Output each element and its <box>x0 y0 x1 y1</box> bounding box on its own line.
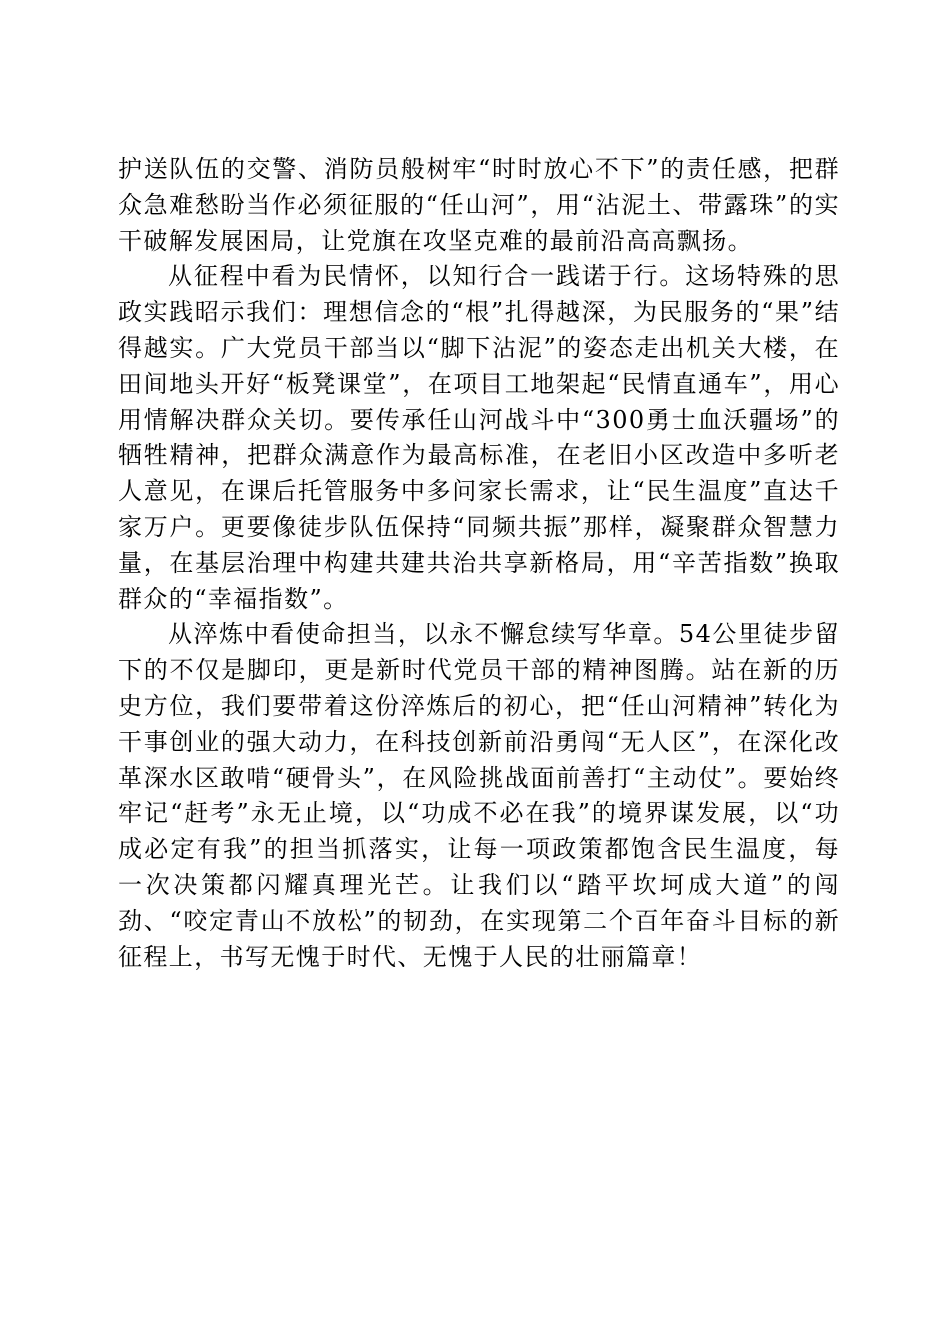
document-body <box>118 152 840 975</box>
paragraph-continuation: 护送队伍的交警、消防员般树牢“时时放心不下”的责任感，把群众急难愁盼当作必须征服的“任山河”，用“沾泥土、带露珠”的实干破解发展困局，让党旗在攻坚克难的最前沿高高飘扬。 <box>118 155 840 255</box>
paragraph-mission: 从淬炼中看使命担当，以永不懈怠续写华章。54公里徒步留下的不仅是脚印，更是新时代党员干部的精神图腾。站在新的历史方位，我们要带着这份淬炼后的初心，把“任山河精神”转化为干事创业的强大动力，在科技创新前沿勇闯“无人区”，在深化改革深水区敢啃“硬骨头”，在风险挑战面前善打“主动仗”。要始终牢记“赶考”永无止境，以“功成不必在我”的境界谋发展，以“功成必定有我”的担当抓落实，让每一项政策都饱含民生温度，每一次决策都闪耀真理光芒。让我们以“踏平坎坷成大道”的闯劲、“咬定青山不放松”的韧劲，在实现第二个百年奋斗目标的新征程上，书写无愧于时代、无愧于人民的壮丽篇章！ <box>118 620 840 971</box>
paragraph-people-feelings: 从征程中看为民情怀，以知行合一践诺于行。这场特殊的思政实践昭示我们：理想信念的“根”扎得越深，为民服务的“果”结得越实。广大党员干部当以“脚下沾泥”的姿态走出机关大楼，在田间地头开好“板凳课堂”，在项目工地架起“民情直通车”，用心用情解决群众关切。要传承任山河战斗中“300勇士血沃疆场”的牺牲精神，把群众满意作为最高标准，在老旧小区改造中多听老人意见，在课后托管服务中多问家长需求，让“民生温度”直达千家万户。更要像徒步队伍保持“同频共振”那样，凝聚群众智慧力量，在基层治理中构建共建共治共享新格局，用“辛苦指数”换取群众的“幸福指数”。 <box>118 262 840 613</box>
